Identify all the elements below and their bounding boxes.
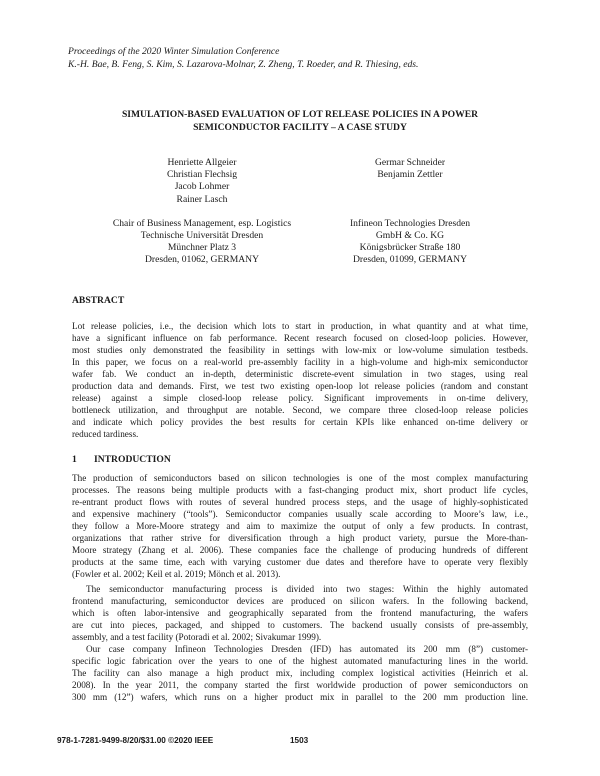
author-name: Germar Schneider: [374, 157, 446, 168]
page-number: 1503: [290, 736, 309, 745]
affiliation-line: Dresden, 01099, GERMANY: [352, 254, 468, 266]
body-line: they follow a More-Moore strategy and aim to maximize the output of only a few products. In contrast,: [72, 520, 528, 531]
author-block-left: [92, 157, 312, 267]
body-line: specific logic fabrication over the years to one of the highest automated manufacturing lines in the world.: [72, 655, 528, 666]
intro-paragraph-3: [72, 644, 528, 704]
author-name: Rainer Lasch: [176, 193, 228, 205]
abstract-body: [72, 321, 528, 441]
proceedings-header: [68, 46, 538, 71]
intro-paragraph-2: [72, 584, 528, 644]
paper-title-line-2: SEMICONDUCTOR FACILITY – A CASE STUDY: [193, 121, 407, 133]
body-line: products at the same time, each with varying customer due dates and therefore have to operate very flexibly: [72, 556, 528, 567]
author-name: Christian Flechsig: [166, 169, 238, 181]
body-line: frontend manufacturing, semiconductor devices are produced on silicon wafers. In the following backend,: [72, 595, 528, 606]
body-line: (Fowler et al. 2002; Keil et al. 2019; Mönch et al. 2013).: [72, 568, 281, 579]
affiliation-line: Münchner Platz 3: [167, 242, 237, 254]
abstract-line: In this paper, we focus on a real-world pre-assembly facility in a high-volume and high-mix semiconductor: [72, 356, 528, 367]
abstract-line: bottleneck utilization, and throughput are notable. Second, we compare three closed-loop release policies: [72, 404, 528, 415]
abstract-line: production data and demands. First, we test two existing open-loop lot release policies (random and constant: [72, 380, 528, 391]
author-block-right: [310, 157, 510, 267]
intro-paragraph-1: [72, 473, 528, 581]
abstract-line: reduced tardiness.: [72, 428, 139, 439]
abstract-line: Lot release policies, i.e., the decision which lots to start in production, in what quantity and at what time,: [72, 321, 528, 331]
affiliation-line: Dresden, 01062, GERMANY: [144, 254, 260, 266]
footer-isbn: 978-1-7281-9499-8/20/$31.00 ©2020 IEEE: [57, 736, 214, 745]
body-line: organizations that rather strive for diversification through a high product variety, pursue the More-than-: [72, 532, 528, 543]
body-line: 2008). In the year 2011, the company started the first worldwide production of power semiconductors on: [72, 679, 528, 690]
body-line: The production of semiconductors based on silicon technologies is one of the most complex manufacturing: [72, 473, 528, 483]
paper-title-line-1: SIMULATION-BASED EVALUATION OF LOT RELEASE POLICIES IN A POWER: [121, 109, 479, 120]
affiliation-line: Chair of Business Management, esp. Logistics: [112, 217, 292, 229]
body-line: The facility can also manage a high product mix, including complex logistical activities (Heinrich et al.: [72, 667, 528, 678]
body-line: 300 mm (12”) wafers, which runs on a higher product mix in parallel to the 200 mm production line.: [72, 691, 528, 702]
abstract-heading: ABSTRACT: [72, 295, 125, 306]
abstract-line: wafer fab. We conduct an in-depth, deterministic discrete-event simulation in two stages, using real: [72, 368, 528, 379]
abstract-line: release) against a simple closed-loop release policy. Significant improvements in on-time delivery,: [72, 392, 528, 403]
proceedings-title: Proceedings of the 2020 Winter Simulation Conference: [68, 46, 280, 57]
body-line: and expensive machinery (“tools”). Semiconductor companies usually scale according to Moore’s law, i.e.,: [72, 508, 528, 519]
body-line: re-entrant product flows with routes of several hundred process steps, and the usage of highly-sophisticated: [72, 496, 528, 507]
author-name: Henriette Allgeier: [167, 157, 237, 168]
body-line: which is often labor-intensive and geographically separated from the frontend manufacturing, the wafers: [72, 607, 528, 618]
body-line: Our case company Infineon Technologies Dresden (IFD) has automated its 200 mm (8”) customer-: [86, 644, 528, 654]
abstract-line: most studies only demonstrated the feasibility in settings with low-mix or low-volume simulation testbeds.: [72, 344, 528, 355]
author-name: Benjamin Zettler: [377, 169, 443, 181]
section-number: 1: [72, 454, 77, 465]
proceedings-editors: K.-H. Bae, B. Feng, S. Kim, S. Lazarova-Molnar, Z. Zheng, T. Roeder, and R. Thiesing, eds.: [68, 58, 419, 70]
author-name: Jacob Lohmer: [174, 181, 230, 193]
section-heading-introduction: INTRODUCTION: [94, 454, 171, 465]
body-line: Moore strategy (Zhang et al. 2006). These companies face the challenge of producing hundreds of different: [72, 544, 528, 555]
paper-title: [60, 109, 540, 134]
body-line: are cut into pieces, packaged, and shipped to customers. The backend usually consists of pre-assembly,: [72, 619, 528, 630]
body-line: processes. The reasons being multiple products with a fast-changing product mix, short product life cycles,: [72, 484, 528, 495]
affiliation-line: Infineon Technologies Dresden: [349, 217, 471, 229]
body-line: assembly, and a test facility (Potoradi et al. 2002; Sivakumar 1999).: [72, 631, 322, 642]
abstract-line: have a significant influence on fab performance. Recent research focused on closed-loop policies. However,: [72, 332, 528, 343]
affiliation-line: GmbH & Co. KG: [375, 229, 445, 241]
affiliation-line: Königsbrücker Straße 180: [359, 242, 461, 254]
body-line: The semiconductor manufacturing process is divided into two stages: Within the highly automated: [86, 584, 528, 594]
affiliation-line: Technische Universität Dresden: [140, 230, 264, 242]
abstract-line: and indicate which policy provides the best results for certain KPIs like enhanced on-time delivery or: [72, 416, 528, 427]
